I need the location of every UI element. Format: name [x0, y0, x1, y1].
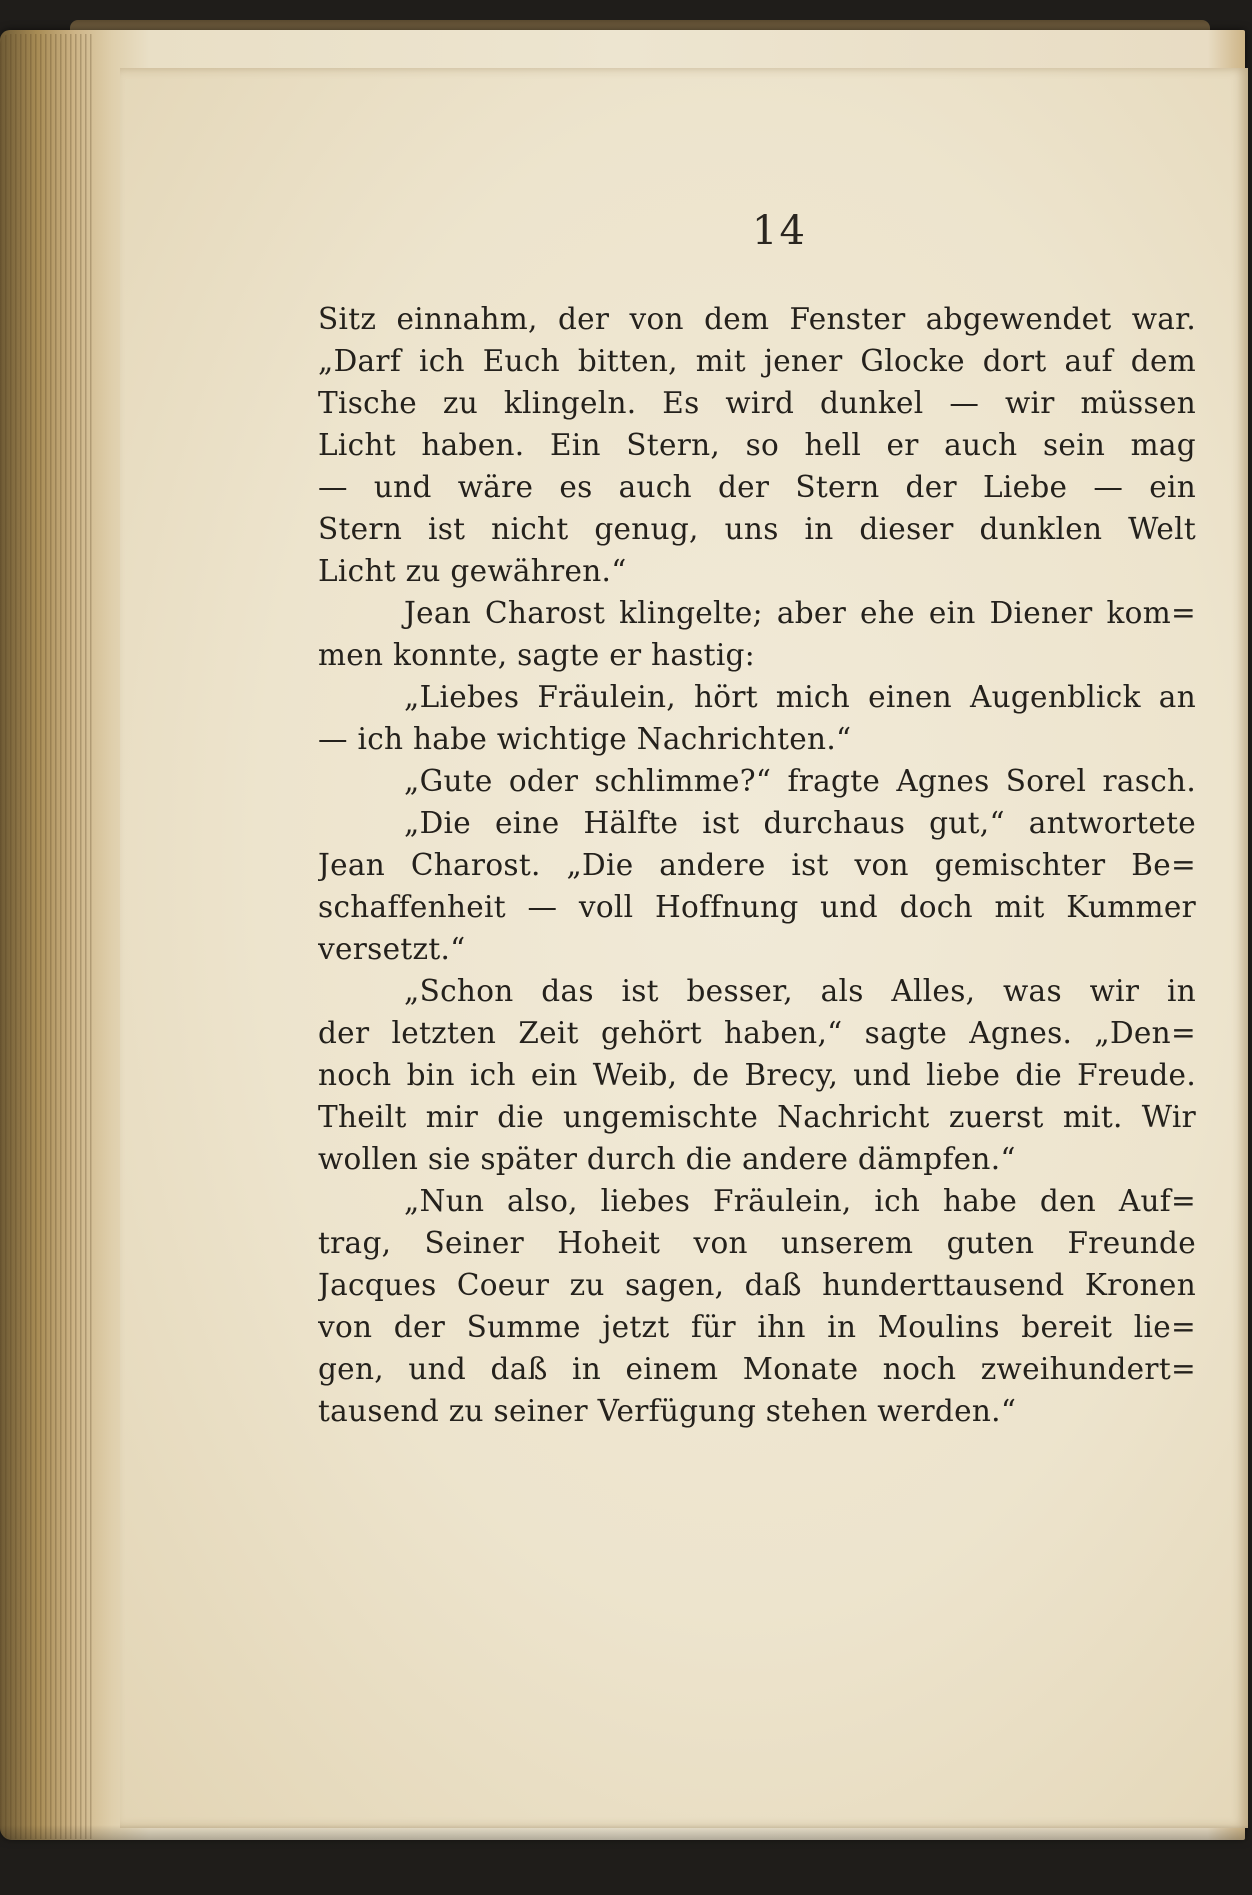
text-line: „Nun also, liebes Fräulein, ich habe den Auf= [404, 1184, 1196, 1218]
text-line: Sitz einnahm, der von dem Fenster abgewendet war. [318, 302, 1196, 336]
text-line: Jean Charost klingelte; aber ehe ein Diener kom= [404, 596, 1196, 630]
text-line: — und wäre es auch der Stern der Liebe — ein [318, 470, 1196, 504]
text-line: wollen sie später durch die andere dämpfen.“ [318, 1142, 1016, 1176]
text-line: „Darf ich Euch bitten, mit jener Glocke dort auf dem [318, 344, 1196, 378]
text-line: Jean Charost. „Die andere ist von gemischter Be= [318, 848, 1196, 882]
text-line: „Schon das ist besser, als Alles, was wir in [404, 974, 1196, 1008]
text-line: Theilt mir die ungemischte Nachricht zuerst mit. Wir [318, 1100, 1196, 1134]
page-number: 14 [752, 208, 807, 254]
text-line: — ich habe wichtige Nachrichten.“ [318, 722, 852, 756]
text-line: Licht zu gewähren.“ [318, 554, 627, 588]
text-line: schaffenheit — voll Hoffnung und doch mit Kummer [318, 890, 1196, 924]
text-line: „Liebes Fräulein, hört mich einen Augenblick an [404, 680, 1196, 714]
text-line: gen, und daß in einem Monate noch zweihundert= [318, 1352, 1196, 1386]
text-line: tausend zu seiner Verfügung stehen werden.“ [318, 1394, 1017, 1428]
text-line: men konnte, sagte er hastig: [318, 638, 755, 672]
text-line: Licht haben. Ein Stern, so hell er auch sein mag [318, 428, 1196, 462]
page-body-text [318, 298, 1196, 1432]
bottom-shadow [0, 1825, 1252, 1895]
text-line: Jacques Coeur zu sagen, daß hunderttausend Kronen [318, 1268, 1196, 1302]
page-edges [0, 34, 95, 1839]
text-line: versetzt.“ [318, 932, 466, 966]
text-line: „Gute oder schlimme?“ fragte Agnes Sorel rasch. [404, 764, 1196, 798]
text-line: noch bin ich ein Weib, de Brecy, und liebe die Freude. [318, 1058, 1196, 1092]
text-line: Tische zu klingeln. Es wird dunkel — wir müssen [318, 386, 1196, 420]
text-line: Stern ist nicht genug, uns in dieser dunklen Welt [318, 512, 1196, 546]
text-line: „Die eine Hälfte ist durchaus gut,“ antwortete [404, 806, 1196, 840]
text-line: von der Summe jetzt für ihn in Moulins bereit lie= [318, 1310, 1196, 1344]
text-line: trag, Seiner Hoheit von unserem guten Freunde [318, 1226, 1196, 1260]
text-line: der letzten Zeit gehört haben,“ sagte Agnes. „Den= [318, 1016, 1196, 1050]
